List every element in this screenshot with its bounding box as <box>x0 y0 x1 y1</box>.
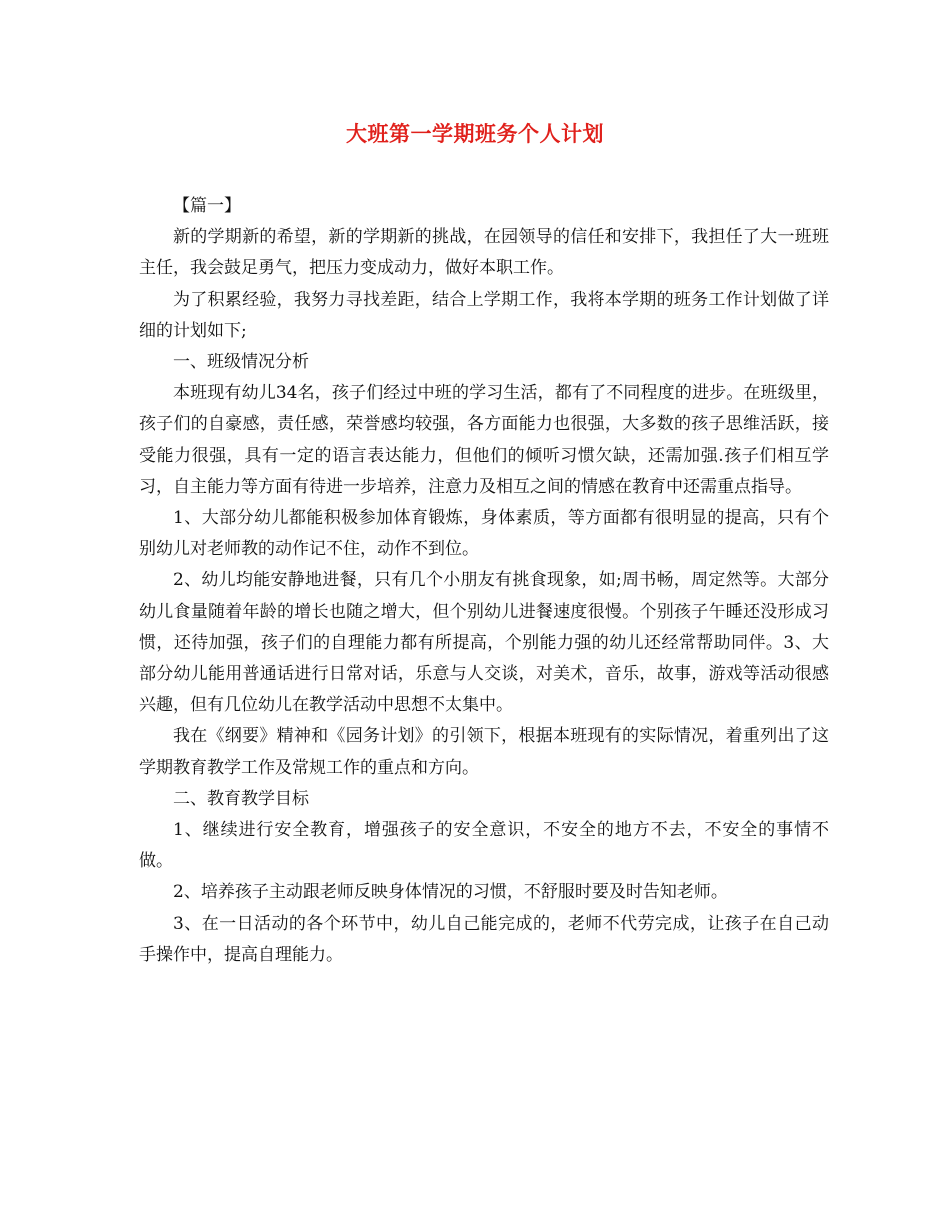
paragraph: 为了积累经验，我努力寻找差距，结合上学期工作，我将本学期的班务工作计划做了详细的计划如下; <box>139 289 829 341</box>
list-item: 2、幼儿均能安静地进餐，只有几个小朋友有挑食现象，如;周书畅，周定然等。大部分幼儿食量随着年龄的增长也随之增大，但个别幼儿进餐速度很慢。个别孩子午睡还没形成习惯，还待加强，孩子们的自理能力都有所提高，个别能力强的幼儿还经常帮助同伴。3、大部分幼儿能用普通话进行日常对话，乐意与人交谈，对美术，音乐，故事，游戏等活动很感兴趣，但有几位幼儿在教学活动中思想不太集中。 <box>139 570 829 716</box>
paragraph: 本班现有幼儿34名，孩子们经过中班的学习生活，都有了不同程度的进步。在班级里，孩子们的自豪感，责任感，荣誉感均较强，各方面能力也很强，大多数的孩子思维活跃，接受能力很强，具有一定的语言表达能力，但他们的倾听习惯欠缺，还需加强.孩子们相互学习，自主能力等方面有待进一步培养，注意力及相互之间的情感在教育中还需重点指导。 <box>139 383 829 497</box>
paragraph: 新的学期新的希望，新的学期新的挑战，在园领导的信任和安排下，我担任了大一班班主任，我会鼓足勇气，把压力变成动力，做好本职工作。 <box>139 227 829 279</box>
paragraph: 我在《纲要》精神和《园务计划》的引领下，根据本班现有的实际情况，着重列出了这学期教育教学工作及常规工作的重点和方向。 <box>139 726 829 778</box>
document-title: 大班第一学期班务个人计划 <box>346 121 604 146</box>
list-item: 1、大部分幼儿都能积极参加体育锻炼，身体素质，等方面都有很明显的提高，只有个别幼儿对老师教的动作记不住，动作不到位。 <box>139 508 829 560</box>
section-heading: 二、教育教学目标 <box>173 788 309 809</box>
list-item: 2、培养孩子主动跟老师反映身体情况的习惯，不舒服时要及时告知老师。 <box>173 882 728 903</box>
section-heading: 一、班级情况分析 <box>173 352 309 373</box>
list-item: 3、在一日活动的各个环节中，幼儿自己能完成的，老师不代劳完成，让孩子在自己动手操作中，提高自理能力。 <box>139 913 829 965</box>
section-label: 【篇一】 <box>173 196 241 216</box>
list-item: 1、继续进行安全教育，增强孩子的安全意识，不安全的地方不去，不安全的事情不做。 <box>139 820 829 872</box>
document-body <box>139 191 829 971</box>
